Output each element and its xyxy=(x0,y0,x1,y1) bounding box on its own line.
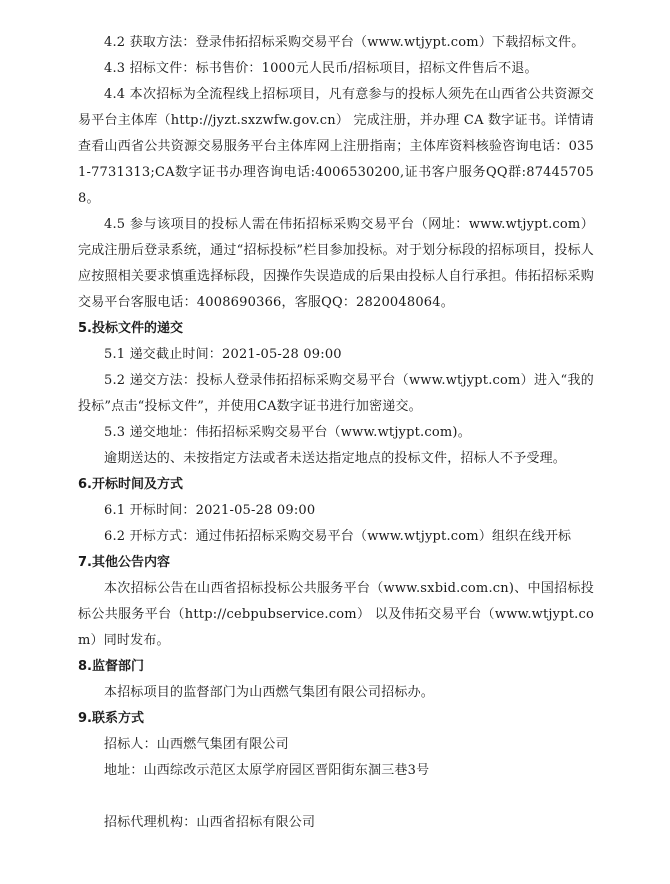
paragraph-6-1: 6.1 开标时间：2021-05-28 09:00 xyxy=(104,503,316,518)
paragraph-5-note: 逾期送达的、未按指定方法或者未送达指定地点的投标文件，招标人不予受理。 xyxy=(104,451,567,466)
section-heading-8: 8.监督部门 xyxy=(78,659,144,674)
contact-agency: 招标代理机构：山西省招标有限公司 xyxy=(104,815,316,830)
section-heading-7: 7.其他公告内容 xyxy=(78,555,170,570)
document-page xyxy=(78,30,594,836)
paragraph-4-3: 4.3 招标文件：标书售价：1000元人民币/招标项目，招标文件售后不退。 xyxy=(104,61,538,76)
section-heading-5: 5.投标文件的递交 xyxy=(78,321,183,336)
section-heading-9: 9.联系方式 xyxy=(78,711,144,726)
paragraph-4-5: 4.5 参与该项目的投标人需在伟拓招标采购交易平台（网址：www.wtjypt.com）完成注册后登录系统，通过“招标投标”栏目参加投标。对于划分标段的招标项目，投标人应按照相关要求慎重选择标段，因操作失误造成的后果由投标人自行承担。伟拓招标采购交易平台客服电话：4008690366，客服QQ：2820048064。 xyxy=(78,217,594,310)
contact-address: 地址：山西综改示范区太原学府园区晋阳街东涸三巷3号 xyxy=(104,763,430,778)
paragraph-4-2: 4.2 获取方法：登录伟拓招标采购交易平台（www.wtjypt.com）下载招标文件。 xyxy=(104,35,585,50)
paragraph-8-1: 本招标项目的监督部门为山西燃气集团有限公司招标办。 xyxy=(104,685,435,700)
blank-line xyxy=(78,784,594,810)
paragraph-5-1: 5.1 递交截止时间：2021-05-28 09:00 xyxy=(104,347,342,362)
paragraph-4-4: 4.4 本次招标为全流程线上招标项目，凡有意参与的投标人须先在山西省公共资源交易平台主体库（http://jyzt.sxzwfw.gov.cn） 完成注册，并办理 CA 数字证书。详情请查看山西省公共资源交易服务平台主体库网上注册指南；主体库资料核验咨询电话：0351-7731313;CA数字证书办理咨询电话:4006530200,证书客户服务QQ群:874457058。 xyxy=(78,87,594,206)
paragraph-7-1: 本次招标公告在山西省招标投标公共服务平台（www.sxbid.com.cn)、中国招标投标公共服务平台（http://cebpubservice.com） 以及伟拓交易平台（www.wtjypt.com）同时发布。 xyxy=(78,581,594,648)
paragraph-5-3: 5.3 递交地址：伟拓招标采购交易平台（www.wtjypt.com)。 xyxy=(104,425,471,440)
section-heading-6: 6.开标时间及方式 xyxy=(78,477,183,492)
paragraph-6-2: 6.2 开标方式：通过伟拓招标采购交易平台（www.wtjypt.com）组织在线开标 xyxy=(104,529,572,544)
paragraph-5-2: 5.2 递交方法：投标人登录伟拓招标采购交易平台（www.wtjypt.com）进入“我的投标”点击“投标文件”，并使用CA数字证书进行加密递交。 xyxy=(78,373,594,414)
contact-tenderer: 招标人：山西燃气集团有限公司 xyxy=(104,737,289,752)
